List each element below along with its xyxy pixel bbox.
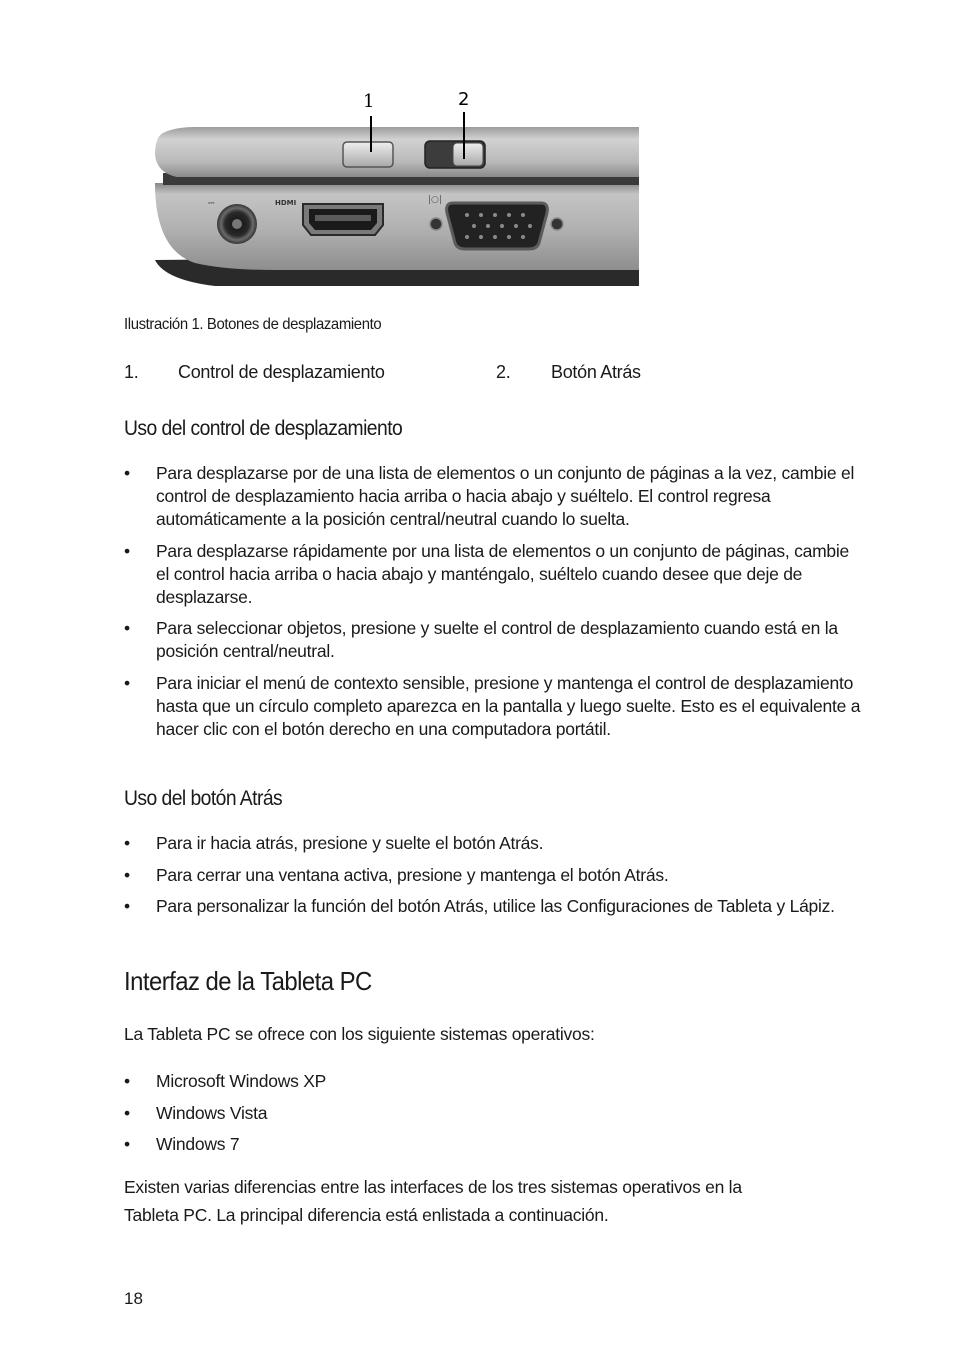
os-list [124,1070,864,1165]
laptop-lid [155,127,639,177]
legend-text-1: Control de desplazamiento [178,362,385,382]
scroll-control-button [343,142,393,167]
scroll-control-list [124,462,864,749]
figure-caption: Ilustración 1. Botones de desplazamiento [124,316,382,333]
list-item: • Para iniciar el menú de contexto sensible, presione y mantenga el control de desplazamiento hasta que un círculo completo aparezca en la pantalla y luego suelte. Esto es el equivalente a hacer clic con el botón derecho en una computadora portátil. [124,672,861,739]
bullet: • [124,463,130,483]
list-item: • Para personalizar la función del botón Atrás, utilice las Configuraciones de Tableta y Lápiz. [124,896,835,916]
callout-1: 1 [363,91,375,112]
list-item: • Windows 7 [124,1134,240,1154]
bullet: • [124,1102,130,1123]
back-button-list [124,832,864,927]
bullet: • [124,672,130,693]
svg-text:⎓: ⎓ [208,198,215,207]
bullet: • [124,618,130,638]
list-item: • Para cerrar una ventana activa, presione y mantenga el botón Atrás. [124,864,669,885]
callout-2: 2 [458,89,470,110]
bullet: • [124,540,130,561]
section-heading-scroll-control: Uso del control de desplazamiento [124,417,403,440]
list-item: • Para desplazarse por de una lista de elementos o un conjunto de páginas a la vez, cambie el control de desplazamiento hacia arriba o hacia abajo y suéltelo. El control regresa automáticamente a la posición central/neutral cuando lo suelta. [124,463,855,529]
legend-text-2: Botón Atrás [551,362,641,382]
laptop-side-illustration [155,85,639,290]
closing-paragraph-line1: Existen varias diferencias entre las interfaces de los tres sistemas operativos en la [124,1177,742,1197]
scroll-buttons-figure [155,85,639,290]
intro-paragraph: La Tableta PC se ofrece con los siguiente sistemas operativos: [124,1024,595,1044]
bullet: • [124,1071,130,1091]
bullet: • [124,833,130,853]
section-heading-tablet-interface: Interfaz de la Tableta PC [124,966,372,996]
vga-screw-left [430,218,442,230]
svg-text:|○|: |○| [428,195,442,205]
legend-num-1: 1. [124,362,139,382]
legend-num-2: 2. [496,362,511,382]
list-item: • Para seleccionar objetos, presione y suelte el control de desplazamiento cuando está en la posición central/neutral. [124,618,838,661]
list-item: • Para ir hacia atrás, presione y suelte el botón Atrás. [124,833,544,853]
list-item: • Para desplazarse rápidamente por una lista de elementos o un conjunto de páginas, cambie el control hacia arriba o hacia abajo y manténgalo, suéltelo cuando desee que deje de desplazarse. [124,540,850,607]
closing-paragraph-line2: Tableta PC. La principal diferencia está enlistada a continuación. [124,1205,609,1225]
list-item: • Windows Vista [124,1102,268,1123]
bullet: • [124,864,130,885]
list-item: • Microsoft Windows XP [124,1071,327,1091]
vga-screw-right [551,218,563,230]
vga-port [447,203,548,249]
hdmi-label: HDMI [275,199,297,207]
bullet: • [124,896,130,916]
section-heading-back-button: Uso del botón Atrás [124,787,283,810]
page-number: 18 [124,1289,143,1308]
bullet: • [124,1134,130,1154]
